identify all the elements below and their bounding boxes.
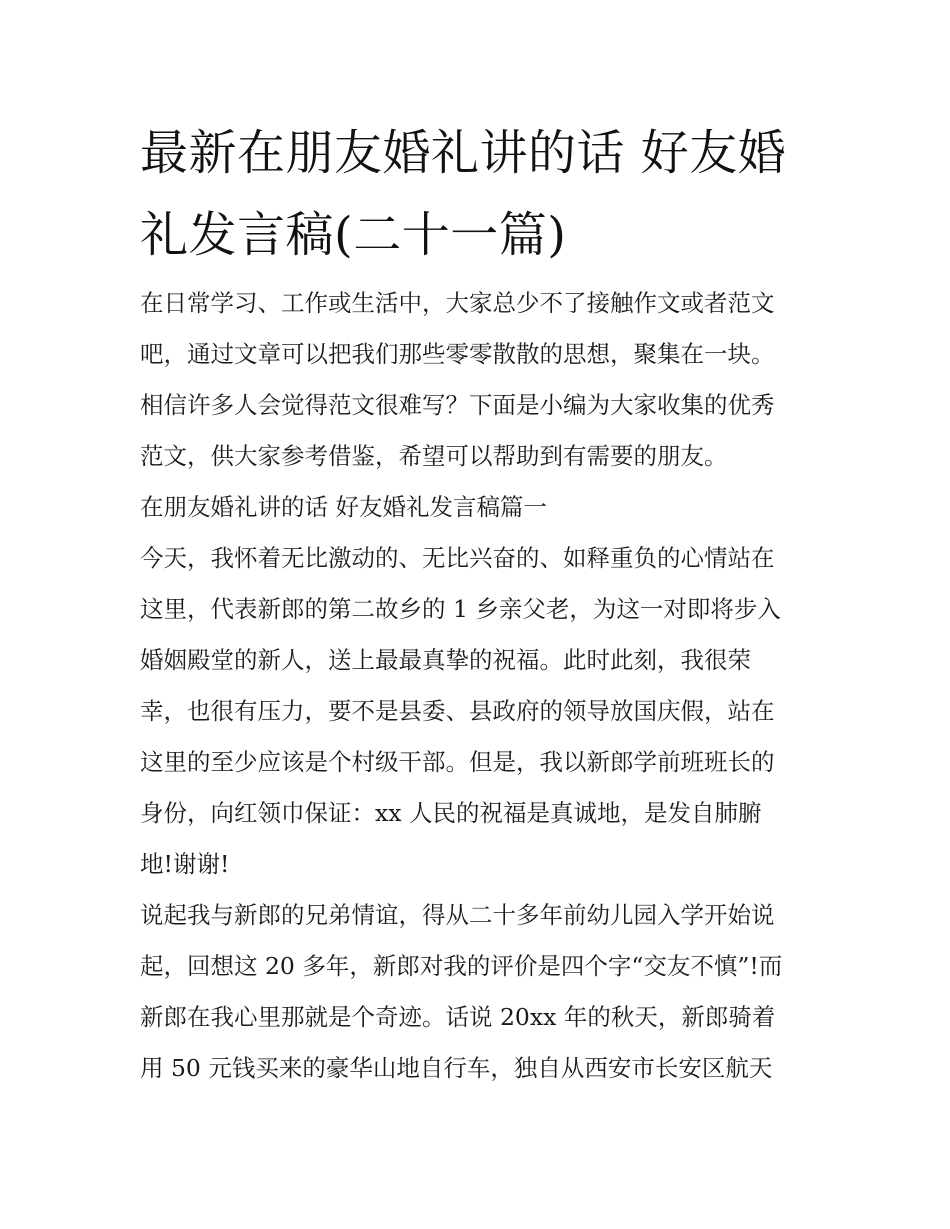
paragraph2-line: 说起我与新郎的兄弟情谊，得从二十多年前幼儿园入学开始说 xyxy=(140,901,775,929)
paragraph1-line: 身份，向红领巾保证：xx 人民的祝福是真诚地，是发自肺腑 xyxy=(140,799,762,827)
paragraph1-line: 今天，我怀着无比激动的、无比兴奋的、如释重负的心情站在 xyxy=(140,544,775,572)
paragraph1-line: 这里的至少应该是个村级干部。但是，我以新郎学前班班长的 xyxy=(140,748,775,776)
intro-line: 相信许多人会觉得范文很难写？下面是小编为大家收集的优秀 xyxy=(140,391,775,419)
paragraph2-line: 新郎在我心里那就是个奇迹。话说 20xx 年的秋天，新郎骑着 xyxy=(140,1003,776,1031)
section-heading: 在朋友婚礼讲的话 好友婚礼发言稿篇一 xyxy=(140,493,547,521)
document-title xyxy=(140,112,820,276)
intro-line: 吧，通过文章可以把我们那些零零散散的思想，聚集在一块。 xyxy=(140,340,775,368)
paragraph1-line: 这里，代表新郎的第二故乡的 1 乡亲父老，为这一对即将步入 xyxy=(140,595,781,623)
paragraph1-line: 幸，也很有压力，要不是县委、县政府的领导放国庆假，站在 xyxy=(140,697,775,725)
paragraph2-line: 用 50 元钱买来的豪华山地自行车，独自从西安市长安区航天 xyxy=(140,1054,773,1082)
paragraph2-line: 起，回想这 20 多年，新郎对我的评价是四个字“交友不慎”!而 xyxy=(140,952,783,980)
title-line: 礼发言稿(二十一篇) xyxy=(140,207,567,263)
intro-line: 在日常学习、工作或生活中，大家总少不了接触作文或者范文 xyxy=(140,289,775,317)
paragraph1-line: 地!谢谢! xyxy=(140,850,230,878)
title-line: 最新在朋友婚礼讲的话 好友婚 xyxy=(140,125,787,181)
document-body xyxy=(140,278,830,1094)
intro-line: 范文，供大家参考借鉴，希望可以帮助到有需要的朋友。 xyxy=(140,442,728,470)
paragraph1-line: 婚姻殿堂的新人，送上最最真挚的祝福。此时此刻，我很荣 xyxy=(140,646,751,674)
